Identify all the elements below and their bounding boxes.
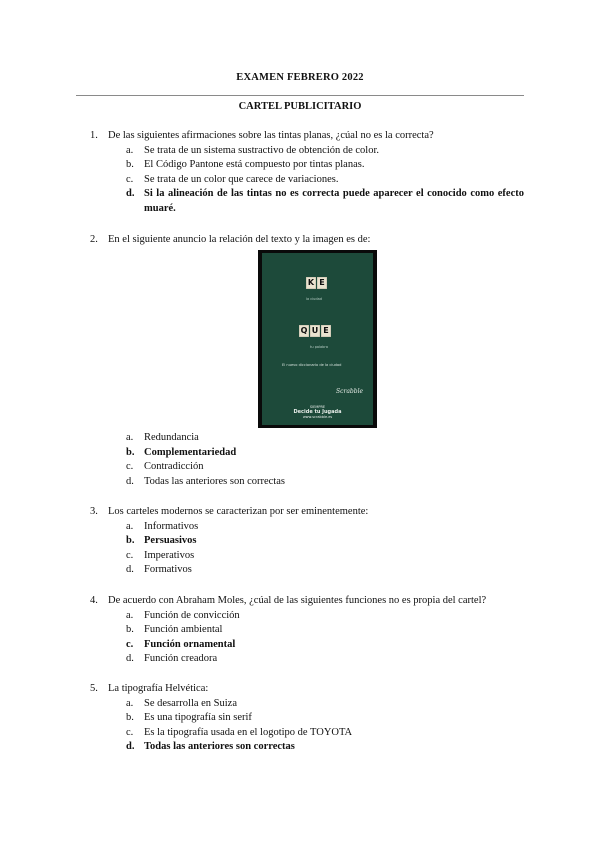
option-text: Si la alineación de las tintas no es correcta puede aparecer el conocido como efecto muaré. — [144, 188, 524, 214]
option-d — [90, 563, 530, 578]
option-text: Todas las anteriores son correctas — [144, 741, 295, 753]
option-letter: c. — [126, 726, 134, 738]
option-text: Informativos — [144, 520, 199, 532]
option-letter: c. — [126, 549, 134, 561]
tiles-top-caption: la ciudad — [306, 297, 322, 301]
option-text: Se trata de un color que carece de variaciones. — [144, 173, 339, 185]
option-text: Función ornamental — [144, 638, 236, 650]
option-text: Función ambiental — [144, 624, 223, 636]
tiles-mid-caption: tu palabra — [310, 345, 328, 349]
option-a — [90, 609, 530, 624]
option-text: Complementariedad — [144, 446, 237, 458]
option-letter: b. — [126, 159, 134, 171]
option-text: Todas las anteriores son correctas — [144, 475, 285, 487]
question-text: De acuerdo con Abraham Moles, ¿cúal de las siguientes funciones no es propia del cartel? — [108, 595, 487, 606]
option-a — [90, 520, 530, 535]
option-letter: d. — [126, 564, 134, 576]
exam-title: EXAMEN FEBRERO 2022 — [236, 72, 364, 83]
option-text: Formativos — [144, 564, 192, 576]
poster-tagline: El nuevo diccionario de la ciudad — [282, 363, 342, 367]
option-c — [90, 173, 530, 188]
option-b — [90, 158, 530, 173]
question-4 — [90, 594, 530, 667]
option-text: Función de convicción — [144, 609, 240, 621]
tile: K — [307, 278, 315, 287]
tiles-mid — [299, 325, 331, 337]
question-2-options — [90, 431, 530, 489]
option-letter: b. — [126, 446, 135, 458]
option-letter: a. — [126, 697, 134, 709]
poster-footer — [262, 405, 373, 420]
question-number: 4. — [90, 595, 98, 606]
title-divider — [76, 95, 524, 96]
tiles-top — [306, 277, 327, 289]
question-text: Los carteles modernos se caracterizan por ser eminentemente: — [108, 506, 369, 517]
tile: Q — [300, 326, 308, 335]
option-text: Es la tipografía usada en el logotipo de TOYOTA — [144, 726, 353, 738]
footer-line-1: SIEMPRE — [309, 405, 326, 409]
poster-background — [262, 253, 373, 425]
question-1 — [90, 129, 530, 217]
option-letter: b. — [126, 712, 134, 724]
question-text: En el siguiente anuncio la relación del texto y la imagen es de: — [108, 234, 371, 245]
option-b-correct — [90, 534, 530, 549]
question-text: De las siguientes afirmaciones sobre las tintas planas, ¿cúal no es la correcta? — [108, 130, 434, 141]
option-letter: a. — [126, 520, 134, 532]
option-d-correct — [90, 187, 530, 216]
option-letter: b. — [126, 535, 135, 547]
question-number: 5. — [90, 683, 98, 694]
option-letter: c. — [126, 173, 134, 185]
option-text: Es una tipografía sin serif — [144, 712, 252, 724]
footer-line-3: www.scrabble.es — [302, 415, 333, 419]
tile: E — [317, 277, 327, 289]
tile: U — [311, 326, 319, 335]
question-5 — [90, 682, 530, 755]
option-letter: a. — [126, 432, 134, 443]
option-text: Persuasivos — [144, 535, 197, 547]
options-list — [90, 431, 530, 489]
option-c-correct — [90, 638, 530, 653]
option-a — [90, 144, 530, 159]
option-letter: d. — [126, 653, 134, 665]
option-text: Redundancia — [144, 432, 199, 443]
option-text: Función creadora — [144, 653, 218, 665]
options-list — [90, 697, 530, 755]
question-number: 3. — [90, 506, 98, 517]
options-list — [90, 144, 530, 217]
option-c — [90, 726, 530, 741]
option-c — [90, 549, 530, 564]
option-c — [90, 460, 530, 475]
scrabble-poster-image — [258, 250, 377, 428]
option-letter: c. — [126, 461, 134, 473]
option-b — [90, 623, 530, 638]
tile: E — [321, 325, 331, 337]
option-letter: d. — [126, 475, 134, 487]
question-text: La tipografía Helvética: — [108, 683, 209, 694]
option-b-correct — [90, 446, 530, 461]
option-text: Se desarrolla en Suiza — [144, 697, 238, 709]
question-number: 1. — [90, 130, 98, 141]
option-text: Se trata de un sistema sustractivo de obtención de color. — [144, 144, 380, 156]
option-b — [90, 711, 530, 726]
option-letter: c. — [126, 638, 134, 650]
option-a — [90, 431, 530, 446]
option-text: El Código Pantone está compuesto por tintas planas. — [144, 159, 365, 171]
option-text: Imperativos — [144, 549, 195, 561]
section-title: CARTEL PUBLICITARIO — [238, 101, 362, 112]
option-text: Contradicción — [144, 461, 204, 473]
option-letter: a. — [126, 609, 134, 621]
options-list — [90, 609, 530, 667]
question-2 — [90, 233, 530, 248]
option-d — [90, 652, 530, 667]
option-letter: b. — [126, 624, 134, 636]
options-list — [90, 520, 530, 578]
option-d-correct — [90, 740, 530, 755]
option-a — [90, 697, 530, 712]
option-letter: d. — [126, 188, 135, 200]
option-d — [90, 475, 530, 490]
question-3 — [90, 505, 530, 578]
question-number: 2. — [90, 234, 98, 245]
option-letter: a. — [126, 144, 134, 156]
option-letter: d. — [126, 741, 135, 753]
poster-brand-logo: Scrabble — [336, 388, 364, 395]
footer-line-2: Decide tu Jugada — [293, 409, 342, 415]
